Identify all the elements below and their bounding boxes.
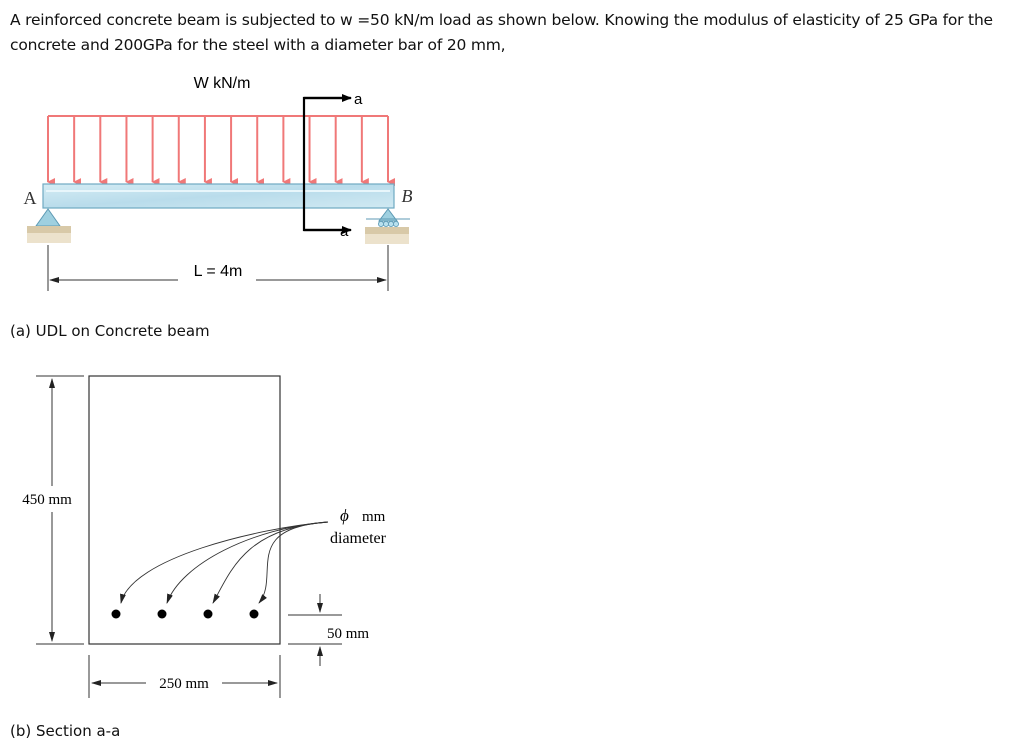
bar-unit: mm	[362, 509, 386, 525]
rebar	[204, 610, 213, 619]
width-label: 250 mm	[159, 676, 209, 692]
beam	[43, 184, 394, 208]
width-dimension	[89, 655, 280, 698]
height-dimension	[22, 376, 84, 644]
section-label-bottom: a	[340, 223, 349, 240]
span-label: L = 4m	[193, 263, 243, 280]
support-b-label: B	[401, 186, 413, 206]
section-label-top: a	[354, 91, 363, 108]
height-label: 450 mm	[22, 492, 72, 508]
bar-description: diameter	[330, 530, 386, 547]
distributed-load	[48, 116, 388, 182]
rebar	[112, 610, 121, 619]
caption-a: (a) UDL on Concrete beam	[10, 322, 210, 340]
section-cut	[304, 91, 363, 240]
span-dimension	[48, 245, 388, 291]
figure-b	[22, 376, 386, 698]
rebar	[158, 610, 167, 619]
section-cut-line	[304, 98, 350, 230]
pin-support-a	[27, 209, 71, 243]
cover-label: 50 mm	[326, 626, 370, 642]
rebar	[250, 610, 259, 619]
load-arrows	[48, 116, 388, 182]
load-label: W kN/m	[193, 75, 251, 92]
figure-a	[24, 75, 413, 291]
support-a-label: A	[23, 188, 37, 208]
bar-symbol: ϕ	[340, 506, 349, 525]
roller-support-b	[365, 209, 410, 244]
cover-dimension	[288, 594, 369, 666]
bar-label	[330, 506, 387, 547]
caption-b: (b) Section a-a	[10, 722, 121, 740]
cross-section	[89, 376, 280, 644]
problem-statement: A reinforced concrete beam is subjected to w =50 kN/m load as shown below. Knowing the modulus of elasticity of 25 GPa for the concrete and 200GPa for the steel with a diameter bar of 20 mm,	[10, 11, 993, 54]
